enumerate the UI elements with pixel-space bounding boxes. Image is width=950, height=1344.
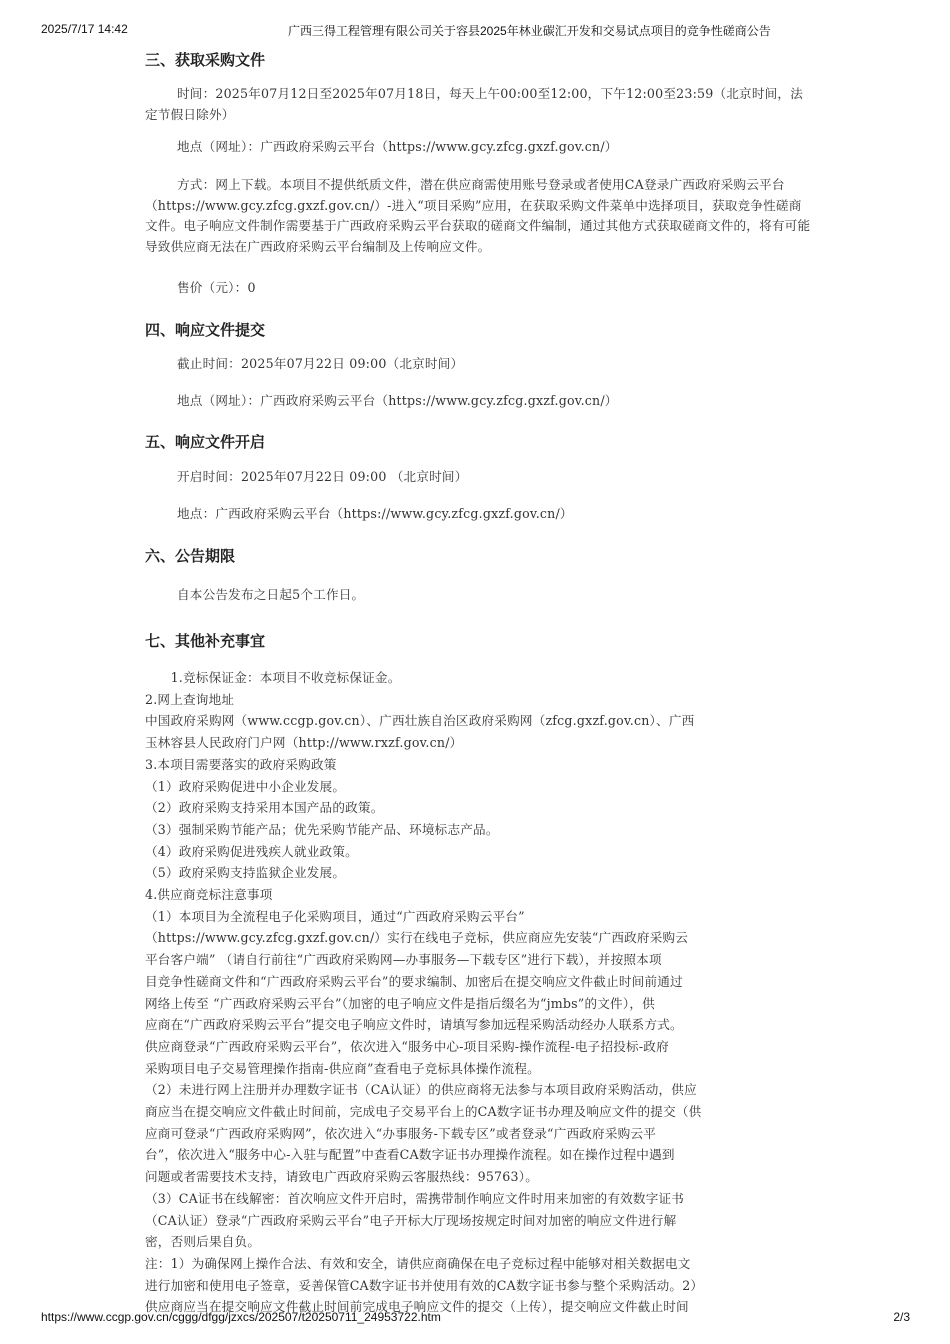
submit-deadline: 截止时间：2025年07月22日 09:00（北京时间） [177,356,464,371]
opening-time: 开启时间：2025年07月22日 09:00 （北京时间） [177,469,468,484]
other-line: 台”，依次进入“服务中心-入驻与配置”中查看CA数字证书办理操作流程。如在操作过程中遇到 [145,1147,675,1163]
other-line: 供应商登录“广西政府采购云平台”，依次进入“服务中心-项目采购-操作流程-电子招投标-政府 [145,1038,669,1054]
other-line: 密，否则后果自负。 [145,1234,261,1250]
other-line: （2）政府采购支持采用本国产品的政策。 [145,800,384,816]
other-line: 3.本项目需要落实的政府采购政策 [145,756,337,772]
section-heading-get-documents: 三、获取采购文件 [145,51,266,69]
other-line: 采购项目电子交易管理操作指南-供应商”查看电子竞标具体操作流程。 [145,1060,540,1076]
section-heading-period: 六、公告期限 [145,547,236,565]
other-line: （3）强制采购节能产品；优先采购节能产品、环境标志产品。 [145,821,499,837]
other-line: 问题或者需要技术支持，请致电广西政府采购云客服热线：95763）。 [145,1169,538,1185]
print-page-url: https://www.ccgp.gov.cn/cggg/dfgg/jzxcs/202507/t20250711_24953722.htm [41,1310,441,1324]
other-line: （https://www.gcy.zfcg.gxzf.gov.cn/）实行在线电子竞标，供应商应先安装“广西政府采购云 [145,930,689,946]
other-line: （5）政府采购支持监狱企业发展。 [145,865,346,881]
other-line: 供应商应当在提交响应文件截止时间前完成电子响应文件的提交（上传），提交响应文件截止时间 [145,1299,689,1315]
get-documents-price: 售价（元）：0 [177,280,256,295]
print-page-number: 2/3 [893,1310,910,1324]
other-line: 4.供应商竞标注意事项 [145,887,273,902]
announcement-period-text: 自本公告发布之日起5个工作日。 [177,587,365,602]
other-line: （4）政府采购促进残疾人就业政策。 [145,843,358,859]
submit-place: 地点（网址）：广西政府采购云平台（https://www.gcy.zfcg.gxzf.gov.cn/） [177,393,618,408]
get-documents-place: 地点（网址）：广西政府采购云平台（https://www.gcy.zfcg.gxzf.gov.cn/） [177,139,618,154]
other-line: 商应当在提交响应文件截止时间前，完成电子交易平台上的CA数字证书办理及响应文件的提交（供 [145,1104,702,1119]
other-line: 平台客户端” （请自行前往“广西政府采购网—办事服务—下载专区”进行下载），并按照本项 [145,952,662,968]
other-line: 目竞争性磋商文件和“广西政府采购云平台”的要求编制、加密后在提交响应文件截止时间前通过 [145,973,683,989]
section-heading-other: 七、其他补充事宜 [145,632,266,650]
other-line: （CA认证）登录“广西政府采购云平台”电子开标大厅现场按规定时间对加密的响应文件进行解 [145,1212,677,1228]
other-line: （3）CA证书在线解密：首次响应文件开启时，需携带制作响应文件时用来加密的有效数字证书 [145,1190,685,1206]
get-documents-method: 方式：网上下载。本项目不提供纸质文件，潜在供应商需使用账号登录或者使用CA登录广西政府采购云平台（https://www.gcy.zfcg.gxzf.gov.cn/）-进入“项目采购”应用，在获取采购文件菜单中选择项目，获取竞争性磋商文件。电子响应文件制作需要基于广西政府采购云平台获取的磋商文件编制，通过其他方式获取磋商文件的，将有可能导致供应商无法在广西政府采购云平台编制及上传响应文件。 [145,177,811,254]
other-line: 网络上传至 “广西政府采购云平台”（加密的电子响应文件是指后缀名为“jmbs”的文件），供 [145,995,655,1011]
other-line: （1）政府采购促进中小企业发展。 [145,778,346,794]
other-line: 应商在“广西政府采购云平台”提交电子响应文件时，请填写参加远程采购活动经办人联系方式。 [145,1017,683,1033]
section-heading-submit: 四、响应文件提交 [145,321,266,339]
other-line: （2）未进行网上注册并办理数字证书（CA认证）的供应商将无法参与本项目政府采购活动，供应 [145,1082,697,1098]
other-line: 中国政府采购网（www.ccgp.gov.cn）、广西壮族自治区政府采购网（zfcg.gxzf.gov.cn）、广西 [145,713,695,729]
other-line: 应商可登录“广西政府采购网”，依次进入“办事服务-下载专区”或者登录“广西政府采购云平 [145,1125,657,1141]
other-line: 进行加密和使用电子签章，妥善保管CA数字证书并使用有效的CA数字证书参与整个采购活动。2） [145,1277,704,1293]
other-line: 注：1）为确保网上操作合法、有效和安全，请供应商确保在电子竞标过程中能够对相关数据电文 [145,1255,691,1271]
section-heading-opening: 五、响应文件开启 [145,433,266,451]
other-line: 玉林容县人民政府门户网（http://www.rxzf.gov.cn/） [145,735,463,751]
print-datetime: 2025/7/17 14:42 [41,22,128,36]
print-page-title: 广西三得工程管理有限公司关于容县2025年林业碳汇开发和交易试点项目的竞争性磋商公告 [288,24,771,38]
other-line: 2.网上查询地址 [145,691,235,707]
other-line: （1）本项目为全流程电子化采购项目，通过“广西政府采购云平台” [145,908,525,924]
get-documents-time: 时间：2025年07月12日至2025年07月18日，每天上午00:00至12:00，下午12:00至23:59（北京时间，法定节假日除外） [145,86,804,122]
other-line: 1.竞标保证金：本项目不收竞标保证金。 [145,670,401,685]
opening-place: 地点：广西政府采购云平台（https://www.gcy.zfcg.gxzf.gov.cn/） [177,506,573,521]
